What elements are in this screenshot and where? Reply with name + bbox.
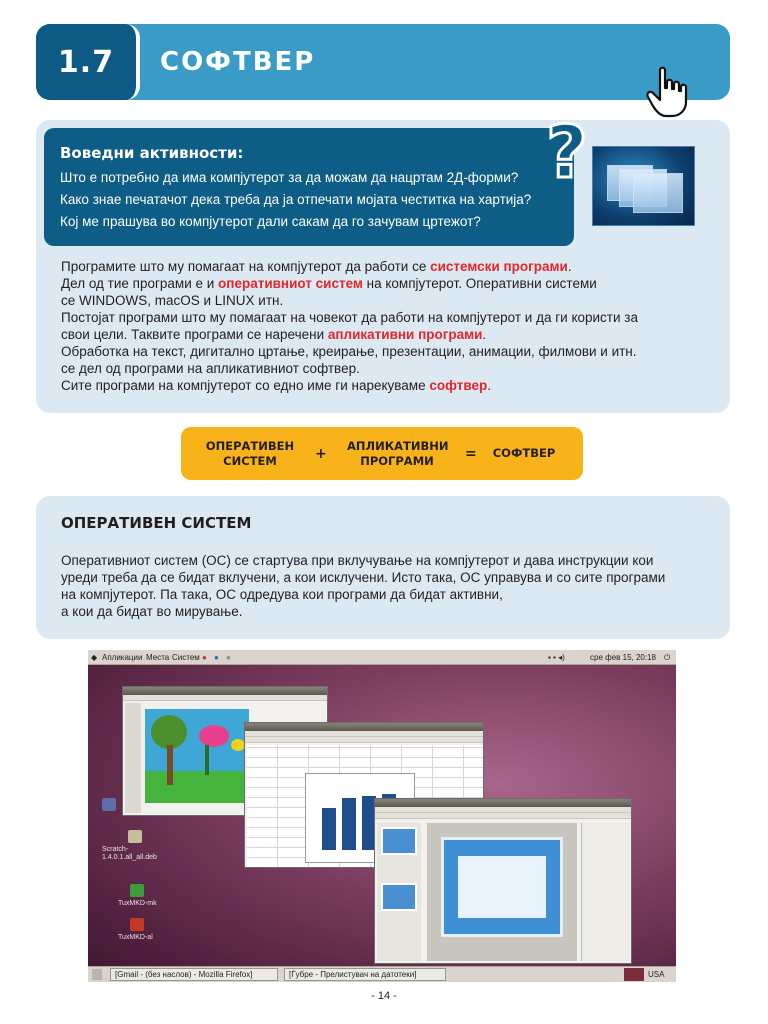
os-section-title: ОПЕРАТИВЕН СИСТЕМ: [61, 514, 252, 532]
desktop-icon-label: Scratch-1.4.0.1.all_all.deb: [102, 846, 157, 861]
menu-system[interactable]: Систем: [172, 653, 200, 662]
windows-desktop-thumbnail: [592, 146, 695, 226]
section-header-bar: [36, 24, 730, 100]
keyboard-layout[interactable]: USA: [648, 970, 665, 979]
hand-pointer-icon: [646, 66, 690, 120]
desktop-icon-label: TuxMKD-mk: [118, 900, 157, 907]
intro-paragraph: Програмите што му помагаат на компјутерот да работи се системски програми. Дел од тие програми е и оперативниот систем на компјутерот. Оперативни системи се WINDOWS, macOS и LINUX итн. Постојат програми што му помагаат на човекот да работи на компјутерот и да ги користи за свои цели. Таквите програми се наречени апликативни програми. Обработка на текст, дигитално цртање, креирање, презентации, анимации, филмови и итн. се дел од програми на апликативниот софтвер. Сите програми на компјутерот со едно име ги нарекуваме софтвер.: [61, 259, 638, 393]
question-line: Што е потребно да има компјутерот за да можам да нацртам 2Д-форми?: [60, 170, 519, 185]
intro-questions-box: [44, 128, 574, 246]
page-number: - 14 -: [371, 990, 397, 1002]
presentation-window[interactable]: [374, 798, 632, 964]
menu-logo-icon: ◆: [91, 653, 98, 662]
os-section-text: Оперативниот систем (ОС) се стартува при вклучување на компјутерот и дава инструкции кои уреди треба да се бидат вклучени, а кои исклучени. Исто така, ОС управува и со сите програми на компјутерот. Па така, ОС одредува кои програми да бидат активни, а кои да бидат во мирување.: [61, 553, 666, 619]
clock[interactable]: сре фев 15, 20:18: [590, 653, 656, 662]
bottom-panel: [88, 966, 676, 982]
highlight-term: оперативниот систем: [218, 276, 363, 291]
formula-term-os: ОПЕРАТИВЕН СИСТЕМ: [205, 438, 295, 468]
tuxmath-icon[interactable]: [130, 884, 144, 897]
highlight-term: софтвер: [429, 378, 488, 393]
firefox-launcher-icon[interactable]: ●: [202, 653, 207, 662]
package-icon[interactable]: [128, 830, 142, 843]
formula-result: СОФТВЕР: [492, 446, 556, 460]
intro-title: Воведни активности:: [60, 144, 244, 162]
top-panel: [88, 650, 676, 665]
highlight-term: апликативни програми: [327, 327, 483, 342]
section-title: СОФТВЕР: [160, 47, 316, 77]
tray-icons[interactable]: ▪ ▪ ◂): [548, 653, 565, 662]
formula-equals: =: [465, 445, 477, 462]
taskbar-item-file-browser[interactable]: [Ѓубре - Прелистувач на датотеки]: [284, 968, 446, 981]
formula-plus: +: [315, 445, 327, 462]
menu-places[interactable]: Места: [146, 653, 170, 662]
section-number: 1.7: [36, 24, 140, 100]
software-formula: [181, 427, 583, 480]
show-desktop-icon[interactable]: [92, 969, 102, 980]
power-icon[interactable]: ⏻: [664, 653, 671, 662]
workspace-switcher[interactable]: [624, 968, 644, 981]
question-line: Како знае печатачот дека треба да ја отпечати мојата честитка на хартија?: [60, 192, 532, 207]
menu-applications[interactable]: Апликации: [102, 653, 143, 662]
desktop-icon-label: TuxMKD-al: [118, 934, 153, 941]
question-mark-icon: ?: [546, 110, 588, 194]
tuxmath-icon[interactable]: [130, 918, 144, 931]
linux-desktop-screenshot: [88, 650, 676, 982]
folder-icon[interactable]: [102, 798, 116, 811]
formula-term-apps: АПЛИКАТИВНИ ПРОГРАМИ: [347, 438, 449, 468]
highlight-term: системски програми: [430, 259, 568, 274]
question-line: Кој ме прашува во компјутерот дали сакам да го зачувам цртежот?: [60, 214, 481, 229]
help-launcher-icon[interactable]: ●: [214, 653, 219, 662]
taskbar-item-firefox[interactable]: [Gmail - (без наслов) - Mozilla Firefox]: [110, 968, 278, 981]
mail-launcher-icon[interactable]: ●: [226, 653, 231, 662]
